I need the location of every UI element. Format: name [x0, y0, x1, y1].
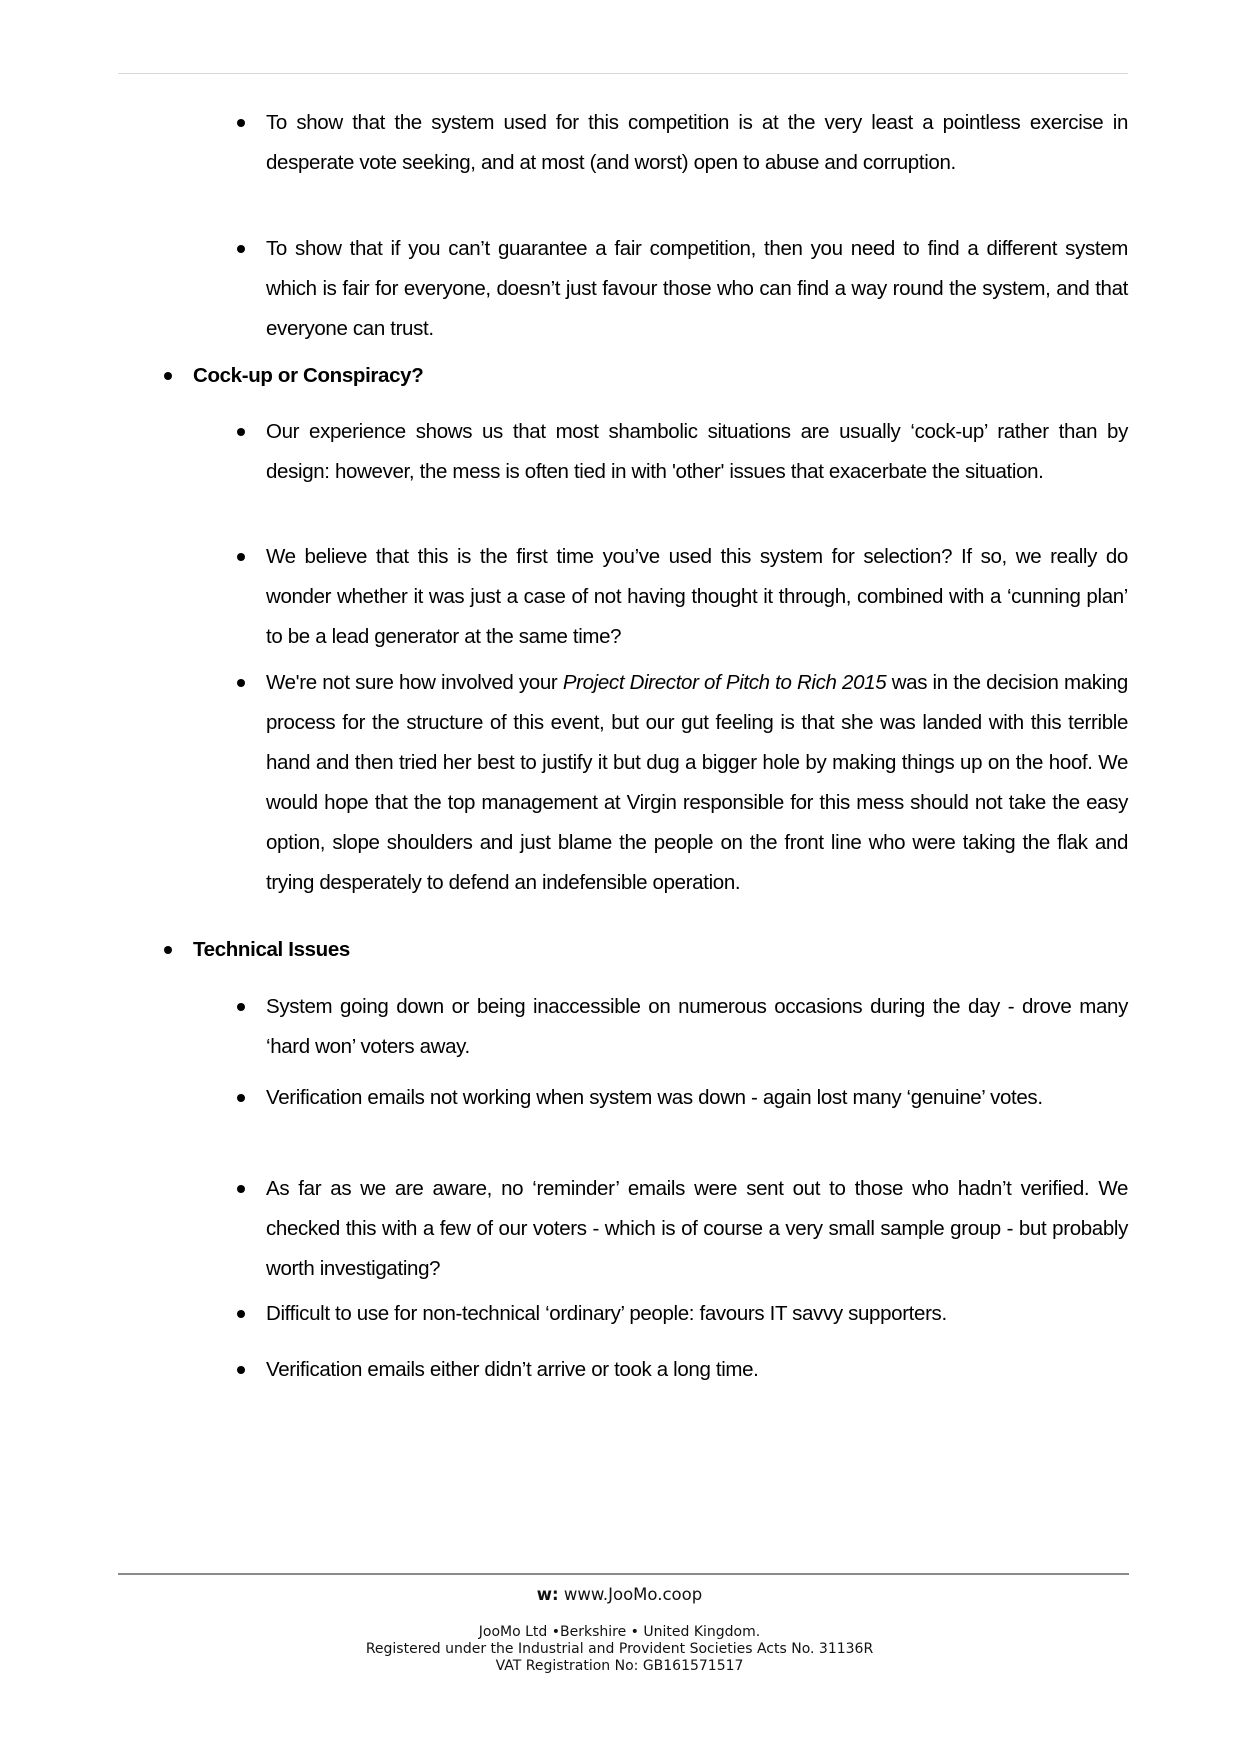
footer-vat-line: VAT Registration No: GB161571517: [495, 1658, 744, 1674]
list-item-text: Difficult to use for non-technical ‘ordinary’ people: favours IT savvy supporters.: [266, 1302, 947, 1325]
list-item: [266, 412, 1128, 492]
bullet-icon: [164, 930, 173, 970]
section-heading-text: Cock-up or Conspiracy?: [193, 364, 424, 387]
list-item-text: We believe that this is the first time you’ve used this system for selection? If so, we really do wonder whether it was just a case of not having thought it through, combined with a ‘cunning plan’ to be a lead generator at the same time?: [266, 545, 1128, 648]
list-item-text: System going down or being inaccessible on numerous occasions during the day - drove many ‘hard won’ voters away.: [266, 995, 1128, 1058]
list-item: [266, 229, 1128, 349]
list-item-text: To show that the system used for this competition is at the very least a pointless exercise in desperate vote seeking, and at most (and worst) open to abuse and corruption.: [266, 111, 1128, 174]
footer-web-label: w:: [536, 1585, 559, 1604]
list-item: [266, 1169, 1128, 1289]
bullet-icon: [237, 1350, 246, 1390]
bullet-icon: [237, 1169, 246, 1209]
list-item: [266, 1078, 1128, 1118]
list-item-text: Verification emails not working when system was down - again lost many ‘genuine’ votes.: [266, 1086, 1043, 1109]
footer-company-line: JooMo Ltd •Berkshire • United Kingdom.: [478, 1624, 761, 1640]
bullet-icon: [164, 356, 173, 396]
bullet-icon: [237, 103, 246, 143]
list-item-text: Our experience shows us that most shambolic situations are usually ‘cock-up’ rather than by design: however, the mess is often tied in with 'other' issues that exacerbate the situation.: [266, 420, 1128, 483]
footer-web-link[interactable]: www.JooMo.coop: [563, 1585, 703, 1604]
list-item-text-after: was in the decision making process for the structure of this event, but our gut feeling is that she was landed with this terrible hand and then tried her best to justify it but dug a bigger hole by making things up on the hoof. We would hope that the top management at Virgin responsible for this mess should not take the easy option, slope shoulders and just blame the people on the front line who were taking the flak and trying desperately to defend an indefensible operation.: [266, 671, 1128, 894]
header-divider: [118, 73, 1128, 74]
section-heading: [193, 930, 1128, 970]
bullet-icon: [237, 987, 246, 1027]
list-item: [266, 663, 1128, 903]
list-item-text-italic: Project Director of Pitch to Rich 2015: [562, 671, 887, 694]
list-item: [266, 537, 1128, 657]
list-item-text: As far as we are aware, no ‘reminder’ emails were sent out to those who hadn’t verified. We checked this with a few of our voters - which is of course a very small sample group - but probably worth investigating?: [266, 1177, 1128, 1280]
bullet-icon: [237, 412, 246, 452]
footer-website: [0, 1585, 1239, 1604]
list-item-text: Verification emails either didn’t arrive or took a long time.: [266, 1358, 759, 1381]
bullet-icon: [237, 229, 246, 269]
bullet-icon: [237, 537, 246, 577]
bullet-icon: [237, 1078, 246, 1118]
list-item-text: To show that if you can’t guarantee a fair competition, then you need to find a different system which is fair for everyone, doesn’t just favour those who can find a way round the system, and that everyone can trust.: [266, 237, 1128, 340]
footer-divider: [118, 1573, 1129, 1575]
list-item-text-before: We're not sure how involved your: [266, 671, 563, 694]
list-item: [266, 1350, 1128, 1390]
footer-registration-line: Registered under the Industrial and Provident Societies Acts No. 31136R: [365, 1641, 874, 1657]
list-item: [266, 103, 1128, 183]
footer-company-info: [0, 1624, 1239, 1675]
section-heading: [193, 356, 1128, 396]
section-heading-text: Technical Issues: [193, 938, 350, 961]
list-item: [266, 1294, 1128, 1334]
bullet-icon: [237, 663, 246, 703]
list-item: [266, 987, 1128, 1067]
bullet-icon: [237, 1294, 246, 1334]
